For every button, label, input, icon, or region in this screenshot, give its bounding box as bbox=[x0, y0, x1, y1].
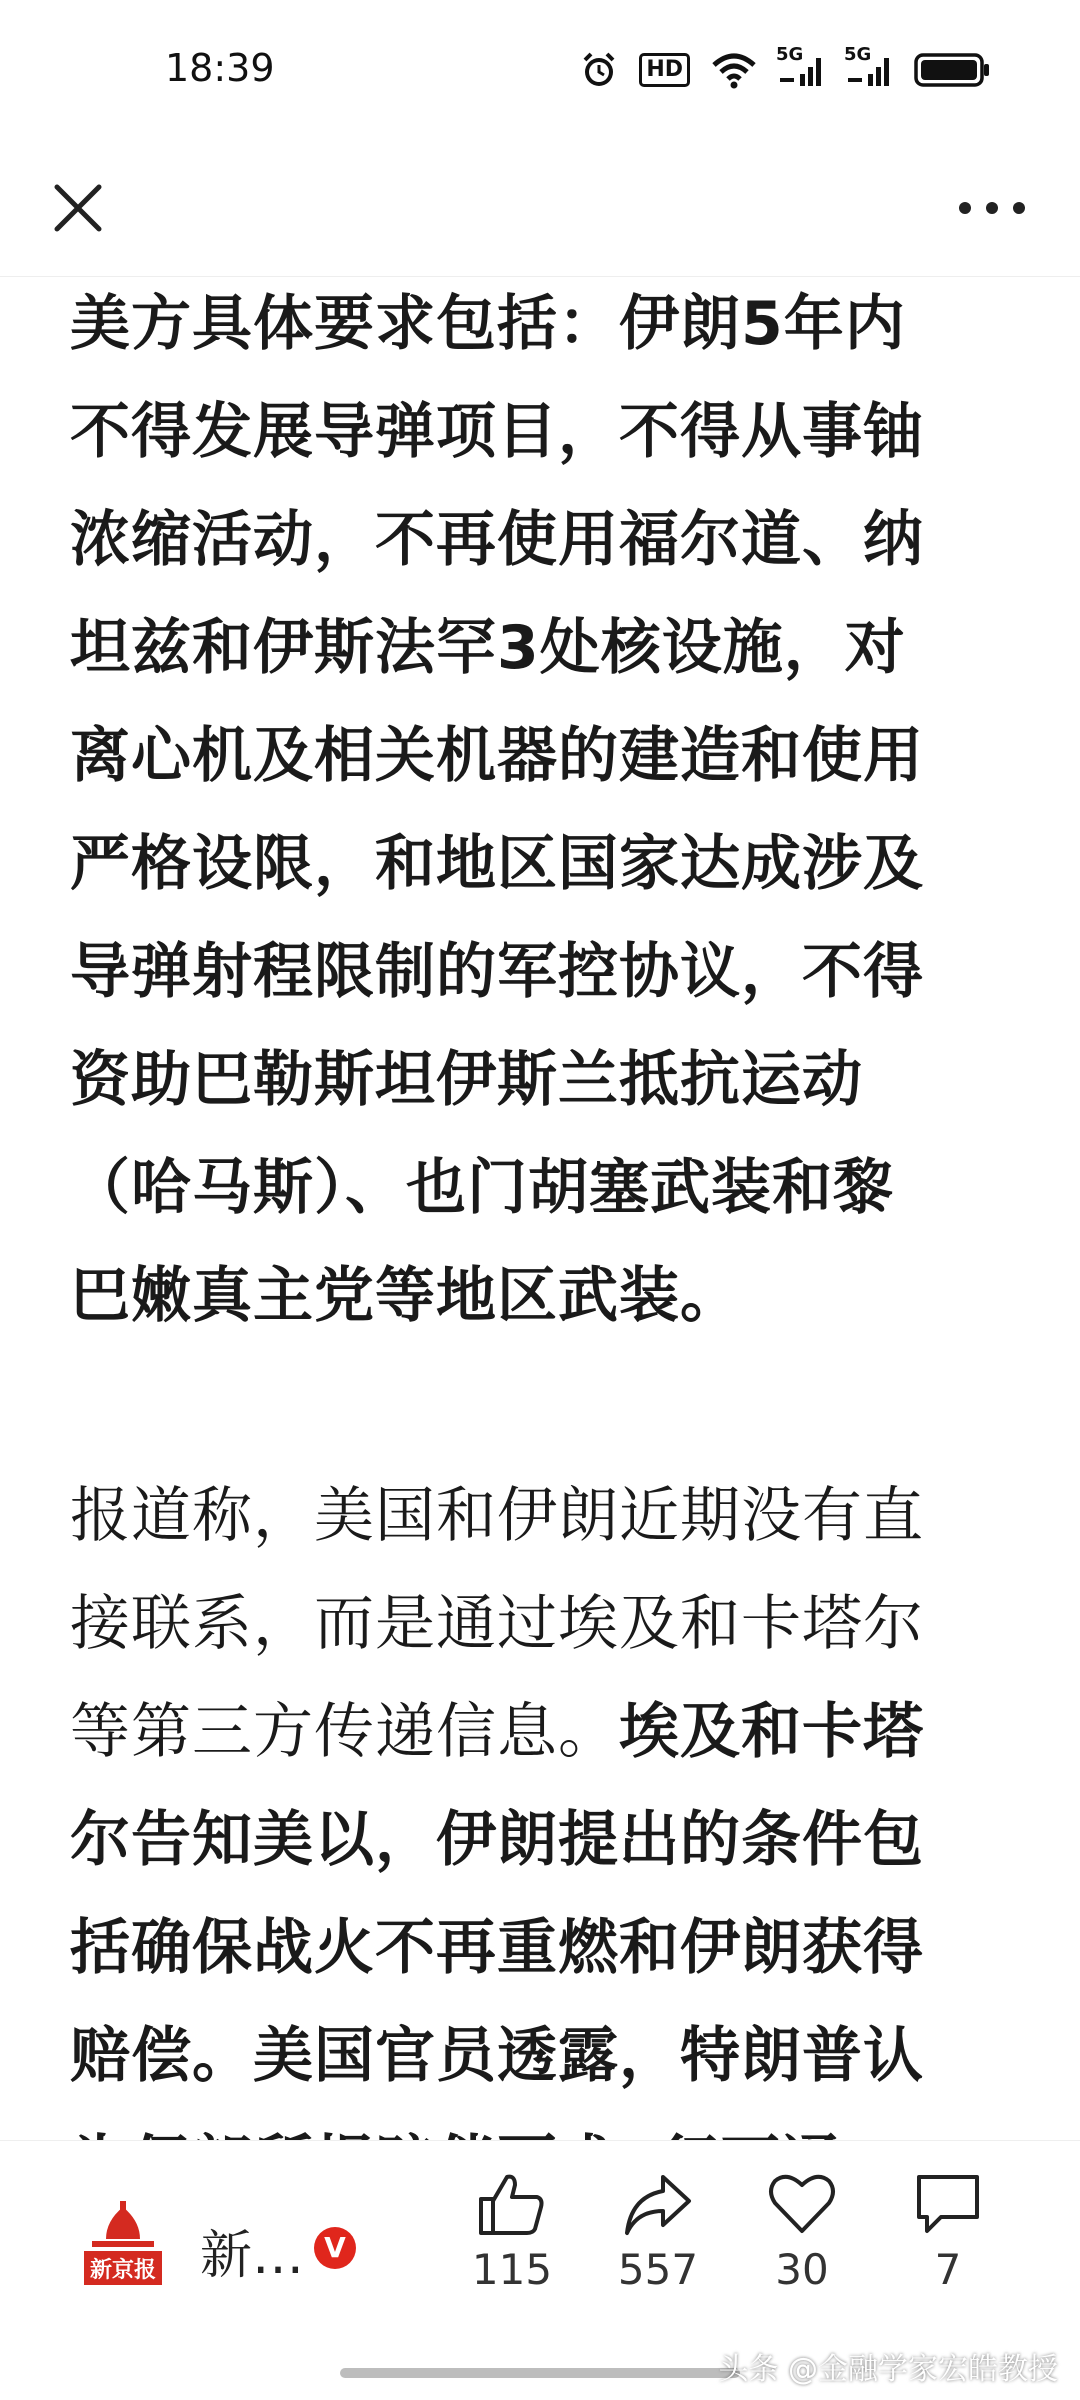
article-line: 美方具体要求包括：伊朗5年内 bbox=[70, 289, 906, 359]
battery-icon bbox=[914, 52, 990, 88]
signal-5g-icon bbox=[776, 44, 826, 88]
verified-badge: V bbox=[314, 2227, 356, 2269]
article-line: （哈马斯）、也门胡塞武装和黎 bbox=[70, 1153, 894, 1223]
close-button[interactable] bbox=[38, 168, 118, 248]
network-type-label: 5G bbox=[776, 44, 804, 65]
article-line: 离心机及相关机器的建造和使用 bbox=[70, 721, 924, 791]
alarm-icon bbox=[579, 50, 619, 90]
article-line: 巴嫩真主党等地区武装。 bbox=[70, 1261, 741, 1331]
article-line: 资助巴勒斯坦伊斯兰抵抗运动 bbox=[70, 1045, 863, 1115]
top-nav bbox=[0, 140, 1080, 277]
wifi-icon bbox=[710, 51, 758, 89]
comment-button[interactable] bbox=[888, 2171, 1008, 2321]
watermark: 头条 @金融学家宏皓教授 bbox=[718, 2352, 1058, 2387]
thumbs-up-icon bbox=[477, 2171, 547, 2237]
share-count: 557 bbox=[617, 2245, 699, 2294]
share-button[interactable] bbox=[598, 2171, 718, 2321]
article-line: 坦兹和伊斯法罕3处核设施，对 bbox=[70, 613, 906, 683]
close-icon bbox=[51, 181, 105, 235]
more-button[interactable] bbox=[942, 168, 1042, 248]
comment-icon bbox=[913, 2171, 983, 2237]
comment-count: 7 bbox=[934, 2245, 962, 2294]
article-line: 不得发展导弹项目，不得从事铀 bbox=[70, 397, 924, 467]
share-icon bbox=[623, 2171, 693, 2237]
status-bar bbox=[0, 0, 1080, 140]
article-body bbox=[70, 270, 1015, 2140]
like-button[interactable] bbox=[452, 2171, 572, 2321]
bottom-action-bar bbox=[0, 2140, 1080, 2341]
article-line: 接联系，而是通过埃及和卡塔尔 bbox=[70, 1589, 924, 1659]
article-line: 尔告知美以，伊朗提出的条件包 bbox=[70, 1805, 924, 1875]
paragraph-spacer bbox=[70, 1350, 1015, 1462]
hd-icon: HD bbox=[639, 53, 690, 87]
article-line: 严格设限，和地区国家达成涉及 bbox=[70, 829, 924, 899]
article-line: 括确保战火不再重燃和伊朗获得 bbox=[70, 1913, 924, 1983]
status-time: 18:39 bbox=[165, 46, 275, 90]
article-line: 报道称，美国和伊朗近期没有直 bbox=[70, 1481, 924, 1551]
paragraph-2 bbox=[70, 1462, 1015, 2218]
article-line: 赔偿。美国官员透露，特朗普认 bbox=[70, 2021, 924, 2091]
signal-5g-icon bbox=[844, 44, 894, 88]
article-line: 导弹射程限制的军控协议，不得 bbox=[70, 937, 924, 1007]
status-icons bbox=[579, 44, 990, 90]
heart-icon bbox=[767, 2171, 837, 2237]
source-name[interactable]: 新… bbox=[200, 2226, 305, 2286]
article-line: 浓缩活动，不再使用福尔道、纳 bbox=[70, 505, 924, 575]
like-count: 115 bbox=[471, 2245, 553, 2294]
favorite-button[interactable] bbox=[742, 2171, 862, 2321]
favorite-count: 30 bbox=[775, 2245, 829, 2294]
article-line: 等第三方传递信息。埃及和卡塔 bbox=[70, 1697, 924, 1767]
network-type-label: 5G bbox=[844, 44, 872, 65]
home-indicator[interactable] bbox=[340, 2368, 740, 2378]
source-logo[interactable] bbox=[78, 2201, 168, 2287]
paragraph-1 bbox=[70, 270, 1015, 1350]
logo-text: 新京报 bbox=[89, 2257, 157, 2283]
more-icon bbox=[957, 200, 1027, 216]
